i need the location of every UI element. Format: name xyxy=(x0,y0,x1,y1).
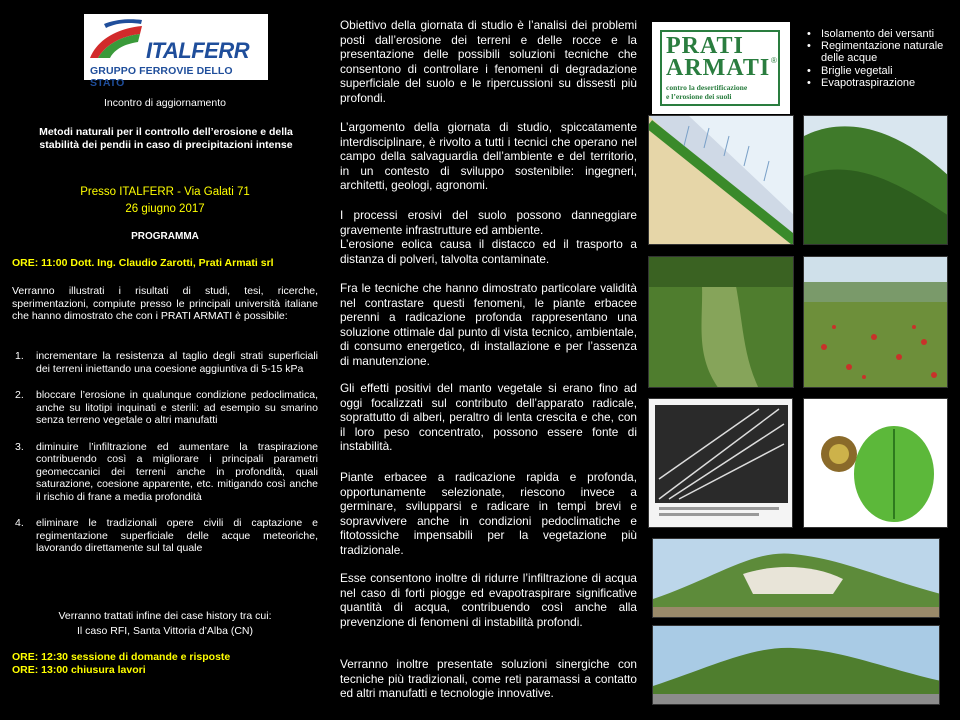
list-item: 2. bloccare l’erosione in qualunque condizione pedoclimatica, anche su litotipi inquinati e sterili: ad esempio su smarino senza terreno vegetale o altri manufatti xyxy=(15,389,318,426)
event-date: 26 giugno 2017 xyxy=(125,203,205,215)
middle-paragraph-9: Verranno inoltre presentate soluzioni sinergiche con tecniche più tradizionali, come reti paramassi a contatto ed altri manufatti e tecnologie innovative. xyxy=(340,657,637,700)
leaf-diagram-image xyxy=(803,398,948,528)
programma-heading: PROGRAMMA xyxy=(131,231,199,242)
italferr-subtitle: GRUPPO FERROVIE DELLO STATO xyxy=(90,65,233,89)
prati-armati-logo: PRATI ARMATI ® contro la desertificazione e l’erosione dei suoli xyxy=(652,22,790,114)
middle-paragraph-8: Esse consentono inoltre di ridurre l’infiltrazione di acqua nel caso di forti piogge ed evapotraspirare significative quantità di acqua, contribuendo così anche alla prevenzione di fenomeni di instabilità profondi. xyxy=(340,571,637,629)
grassy-slope-photo xyxy=(803,115,948,245)
italferr-logo xyxy=(84,14,268,89)
case-intro: Verranno trattati infine dei case history tra cui: xyxy=(58,610,272,622)
middle-paragraph-3: I processi erosivi del suolo possono danneggiare gravemente infrastrutture ed ambiente. xyxy=(340,208,637,237)
event-venue: Presso ITALFERR - Via Galati 71 xyxy=(80,186,250,198)
list-item: 1. incrementare la resistenza al taglio degli strati superficiali dei terreni iniettando una coesione aggiuntiva di 5-15 kPa xyxy=(15,350,318,375)
middle-paragraph-1: Obiettivo della giornata di studio è l’analisi dei problemi posti dall’erosione dei terreni e delle rocce e la presentazione delle possibili soluzioni tecniche che consentono di controllare i fenomeni di degradazione superficiale del suolo e le ripercussioni su dissesti più profondi. xyxy=(340,18,637,105)
hillside-town-photo-1 xyxy=(652,538,940,618)
list-item: • Evapotraspirazione xyxy=(806,77,956,89)
list-item: 3. diminuire l’infiltrazione ed aumentare la traspirazione contribuendo così a migliorare i principali parametri geomeccanici dei terreni anche in profondità, quali saturazione, coesione apparente, etc. mitigando così anche il rischio di frane a media profondità xyxy=(15,440,318,503)
middle-paragraph-6: Gli effetti positivi del manto vegetale si erano fino ad oggi focalizzati sul contributo dell’apparato radicale, soprattutto di alberi, peraltro di lenta crescita e che, con il loro peso concentrato, possono essere fonte di instabilità. xyxy=(340,381,637,453)
grass-path-photo xyxy=(648,256,794,388)
root-microscopy-image xyxy=(648,398,793,528)
list-item: • Briglie vegetali xyxy=(806,65,956,77)
schedule-qa: ORE: 12:30 sessione di domande e risposte xyxy=(12,651,231,663)
middle-paragraph-4: L’erosione eolica causa il distacco ed il trasporto a distanza di polveri, talvolta contaminate. xyxy=(340,237,637,266)
italferr-wordmark: ITALFERR xyxy=(146,38,250,63)
poppy-field-photo xyxy=(803,256,948,388)
talk-line: ORE: 11:00 Dott. Ing. Claudio Zarotti, Prati Armati srl xyxy=(12,257,274,269)
list-item: • Regimentazione naturale delle acque xyxy=(806,40,956,64)
features-list xyxy=(806,28,956,89)
list-item: 4. eliminare le tradizionali opere civili di captazione e regimentazione superficiale delle acque meteoriche, lavorando direttamente sul tal quale xyxy=(15,517,318,554)
event-title: Metodi naturali per il controllo dell’erosione e della stabilità dei pendii in caso di precipitazioni intense xyxy=(39,126,293,151)
middle-paragraph-2: L’argomento della giornata di studio, spiccatamente interdisciplinare, è rivolto a tutti i tecnici che operano nel campo della salvaguardia dell’ambiente e del territorio, in un contesto di sviluppo sostenibile: ingegneri, architetti, geologi, agronomi. xyxy=(340,120,637,192)
middle-paragraph-7: Piante erbacee a radicazione rapida e profonda, opportunamente selezionate, riescono invece a germinare, svilupparsi e radicare in tempi brevi e sopravvivere anche in condizioni pedoclimatiche e fitotossiche impensabili per la vegetazione più tradizionale. xyxy=(340,470,637,557)
schedule-close: ORE: 13:00 chiusura lavori xyxy=(12,664,146,676)
erosion-diagram-image xyxy=(648,115,794,245)
points-list xyxy=(12,350,318,555)
hillside-town-photo-2 xyxy=(652,625,940,705)
list-item: • Isolamento dei versanti xyxy=(806,28,956,40)
intro-paragraph: Verranno illustrati i risultati di studi, tesi, ricerche, sperimentazioni, compiute presso le principali università italiane che hanno dimostrato che con i PRATI ARMATI è possibile: xyxy=(12,285,318,322)
middle-paragraph-5: Fra le tecniche che hanno dimostrato particolare validità nel contrastare questi fenomeni, le piante erbacee perenni a radicazione profonda rappresentano una soluzione ottimale dal punto di vista tecnico, ambientale, di consumo energetico, di installazione e per l’assenza di manutenzione. xyxy=(340,281,637,368)
case-name: Il caso RFI, Santa Vittoria d’Alba (CN) xyxy=(76,625,254,637)
event-type: Incontro di aggiornamento xyxy=(104,97,226,109)
